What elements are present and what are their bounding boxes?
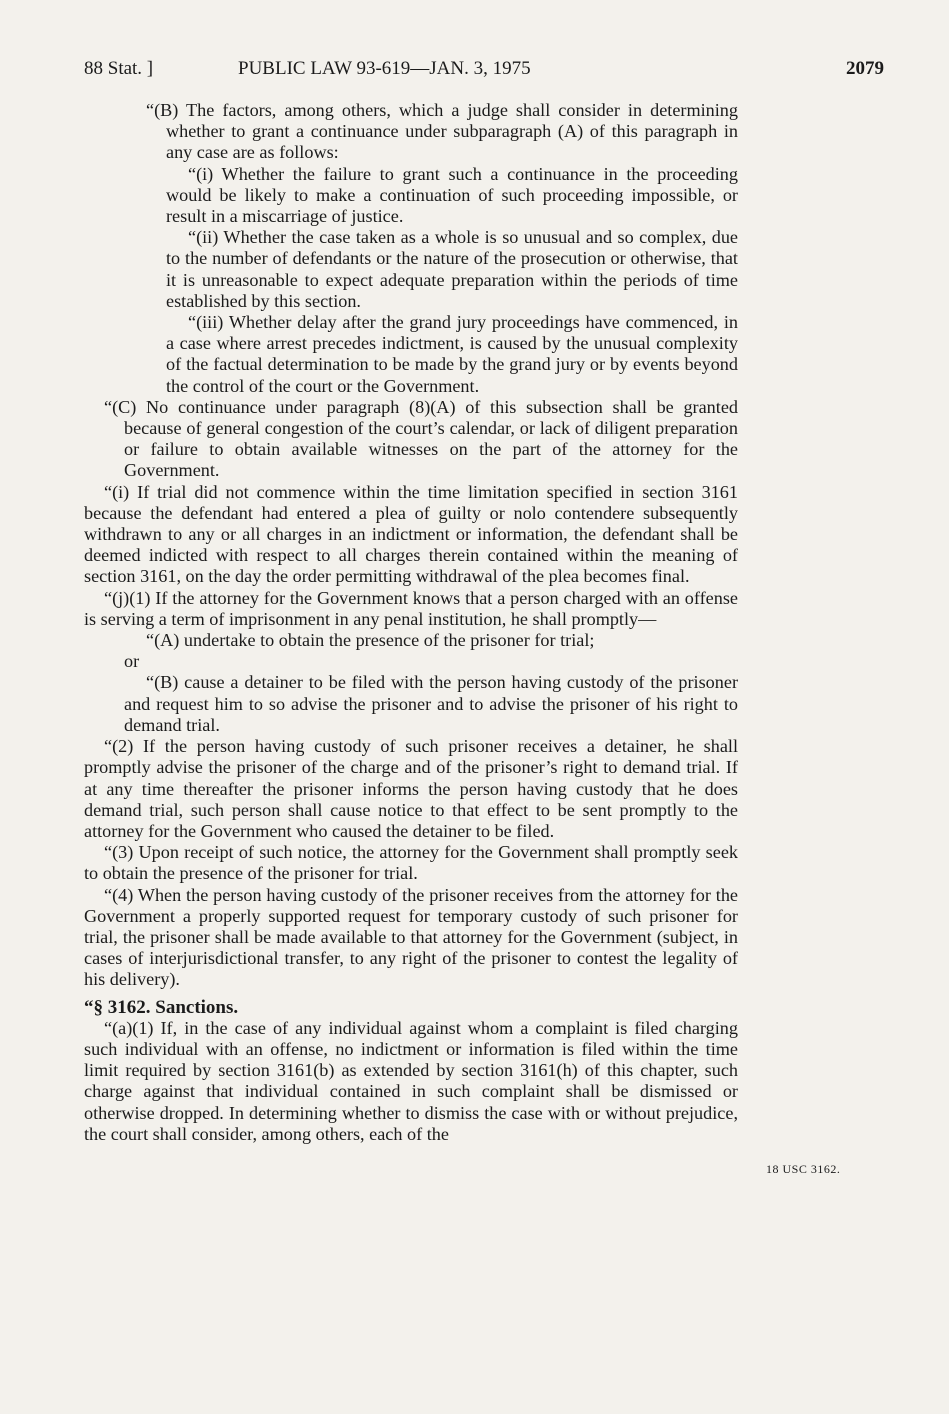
statute-volume: 88 Stat. ] <box>84 58 154 79</box>
public-law-title: PUBLIC LAW 93-619—JAN. 3, 1975 <box>238 58 531 79</box>
paragraph-j1: “(j)(1) If the attorney for the Government knows that a person charged with an offense is serving a term of imprisonment in any penal institution, he shall promptly— <box>84 587 738 629</box>
paragraph-b: “(B) The factors, among others, which a judge shall consider in determining whether to grant a continuance under subparagraph (A) of this paragraph in any case are as follows: <box>146 100 738 163</box>
margin-citation: 18 USC 3162. <box>766 1162 841 1176</box>
page-number: 2079 <box>846 58 884 79</box>
paragraph-b-i: “(i) Whether the failure to grant such a continuance in the proceeding would be likely to make a continuation of such proceeding impossible, or result in a miscarriage of justice. <box>166 163 738 227</box>
section-heading: “§ 3162. Sanctions. <box>84 996 239 1018</box>
page-header <box>84 58 884 88</box>
paragraph-b-iii: “(iii) Whether delay after the grand jury proceedings have commenced, in a case where arrest precedes indictment, is caused by the unusual complexity of the factual determination to be made by the grand jury or by events beyond the control of the court or the Government. <box>166 312 738 396</box>
paragraph-i: “(i) If trial did not commence within the time limitation specified in section 3161 because the defendant had entered a plea of guilty or nolo contendere subsequently withdrawn to any or all charges in an indictment or information, the defendant shall be deemed indicted with respect to all charges therein contained within the meaning of section 3161, on the day the order permitting withdrawal of the plea becomes final. <box>84 481 738 587</box>
paragraph-j2: “(2) If the person having custody of such prisoner receives a detainer, he shall promptly advise the prisoner of the charge and of the prisoner’s right to demand trial. If at any time thereafter the prisoner informs the person having custody that he does demand trial, such person shall cause notice to that effect to be sent promptly to the attorney for the Government who caused the detainer to be filed. <box>84 736 738 841</box>
paragraph-or: or <box>124 651 140 672</box>
paragraph-j4: “(4) When the person having custody of the prisoner receives from the attorney for the Government a properly supported request for temporary custody of such prisoner for trial, the prisoner shall be made available to that attorney for the Government (subject, in cases of interjurisdictional transfer, to any right of the prisoner to contest the legality of his delivery). <box>84 884 738 990</box>
paragraph-b-ii: “(ii) Whether the case taken as a whole is so unusual and so complex, due to the number of defendants or the nature of the prosecution or otherwise, that it is unreasonable to expect adequate preparation within the periods of time established by this section. <box>166 227 738 311</box>
paragraph-a1: “(a)(1) If, in the case of any individual against whom a complaint is filed charging such individual with an offense, no indictment or information is filed within the time limit required by section 3161(b) as extended by section 3161(h) of this chapter, such charge against that individual contained in such complaint shall be dismissed or otherwise dropped. In determining whether to dismiss the case with or without prejudice, the court shall consider, among others, each of the <box>84 1017 738 1144</box>
paragraph-j1-a: “(A) undertake to obtain the presence of the prisoner for trial; <box>146 630 595 651</box>
statute-body <box>84 100 738 1145</box>
paragraph-j1-b: “(B) cause a detainer to be filed with the person having custody of the prisoner and request him to so advise the prisoner and to advise the prisoner of his right to demand trial. <box>124 672 738 735</box>
paragraph-j3: “(3) Upon receipt of such notice, the attorney for the Government shall promptly seek to obtain the presence of the prisoner for trial. <box>84 842 738 884</box>
paragraph-c: “(C) No continuance under paragraph (8)(A) of this subsection shall be granted because of general congestion of the court’s calendar, or lack of diligent preparation or failure to obtain available witnesses on the part of the attorney for the Government. <box>104 396 738 481</box>
